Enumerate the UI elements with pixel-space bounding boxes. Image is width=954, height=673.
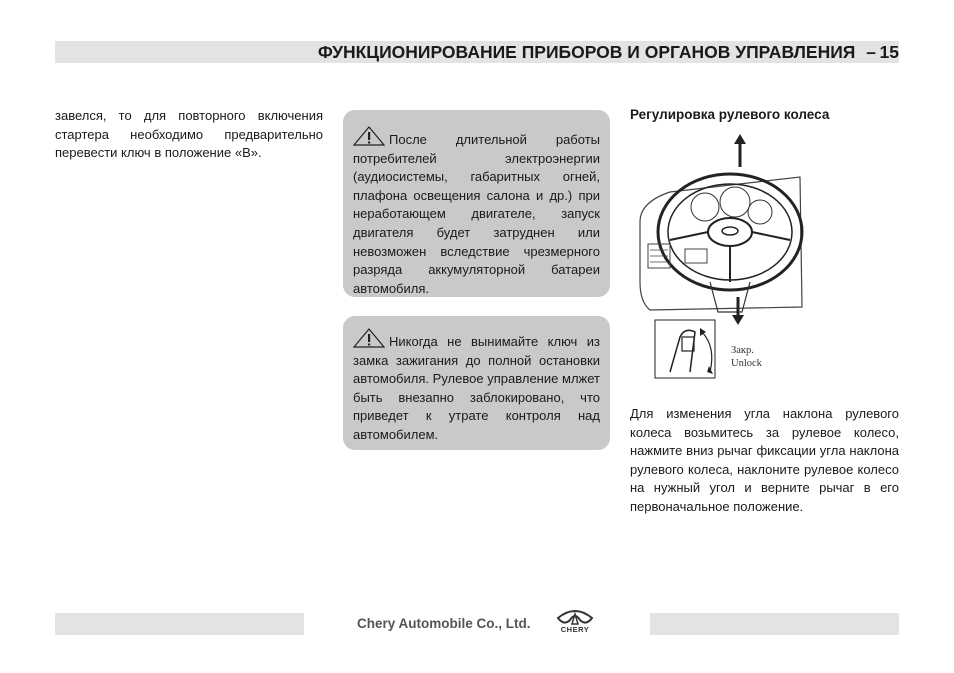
page-title	[318, 41, 876, 63]
warning-note-2	[343, 316, 610, 450]
warning-note-1	[343, 110, 610, 297]
warning-note-2-text: Никогда не вынимайте ключ из замка зажигания до полной остановки автомобиля. Рулевое управление млжет быть внезапно заблокировано, что приведет к утрате контроля над автомобилем.	[353, 334, 600, 442]
page-number: 15	[879, 42, 899, 62]
lock-label: Закр.	[731, 345, 754, 356]
section-title: Регулировка рулевого колеса	[630, 107, 830, 122]
logo-text: CHERY	[560, 625, 590, 634]
tilt-up-arrow-icon	[734, 134, 746, 167]
footer-company: Chery Automobile Co., Ltd.	[357, 616, 531, 631]
warning-note-1-text: После длительной работы потребителей электроэнергии (аудиосистемы, габаритных огней, плафона освещения салона и др.) при неработающем двигателе, запуск двигателя будет затруднен или невозможен вследствие чрезмерного разряда аккумуляторной батареи автомобиля.	[353, 132, 600, 296]
header-title-text: ФУНКЦИОНИРОВАНИЕ ПРИБОРОВ И ОРГАНОВ УПРАВЛЕНИЯ	[317, 42, 856, 62]
footer-bar-right	[650, 613, 899, 635]
warning-triangle-icon	[353, 126, 385, 146]
unlock-label: Unlock	[731, 358, 762, 369]
header-dash: –	[866, 42, 876, 62]
steering-wheel-figure	[630, 132, 805, 382]
column3-text: Для изменения угла наклона рулевого колеса возьмитесь за рулевое колесо, нажмите вниз рычаг фиксации угла наклона рулевого колеса, наклоните рулевое колесо на нужный угол и верните рычаг в его первоначальное положение.	[630, 406, 899, 514]
footer-bar-left	[55, 613, 304, 635]
warning-triangle-icon	[353, 328, 385, 348]
column1-text: завелся, то для повторного включения стартера необходимо предварительно перевести ключ в положение «B».	[55, 108, 323, 161]
